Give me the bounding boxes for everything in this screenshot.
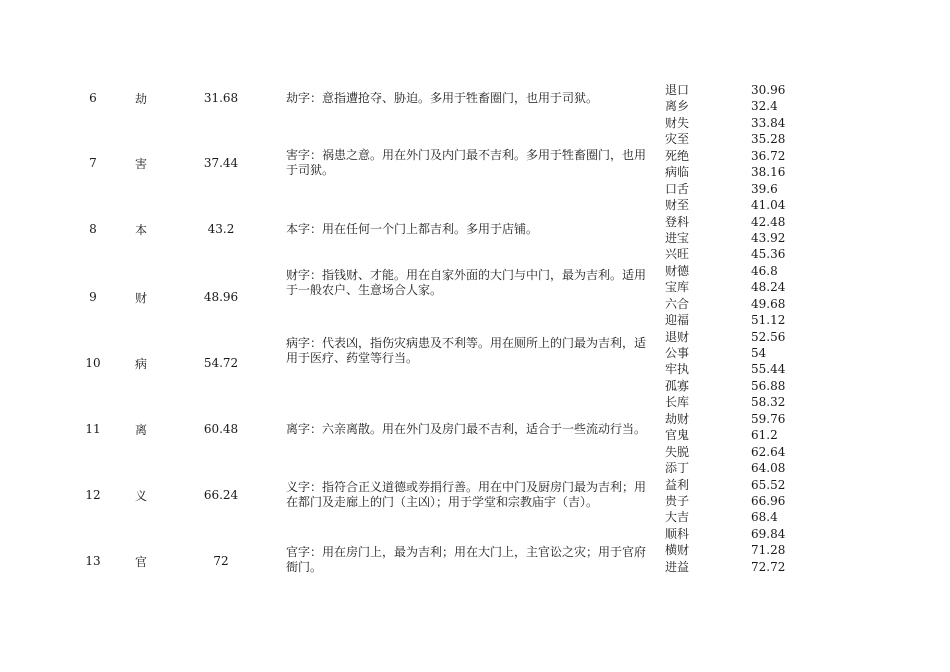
row-character: 本 xyxy=(134,222,147,237)
row-description: 义字：指符合正义道德或券捐行善。用在中门及厨房门最为吉利；用在都门及走廊上的门（主凶）；用于学堂和宗教庙宇（吉）。 xyxy=(286,480,647,509)
list-item-value: 49.68 xyxy=(751,296,786,311)
row-description: 劫字：意指遭抢夺、胁迫。多用于牲畜圈门，也用于司狱。 xyxy=(286,90,599,105)
list-item xyxy=(665,148,795,164)
list-item-value: 71.28 xyxy=(751,543,786,558)
list-item xyxy=(665,164,795,180)
row-value: 54.72 xyxy=(203,356,239,370)
list-item xyxy=(665,378,795,394)
list-item-value: 48.24 xyxy=(751,280,786,295)
list-item xyxy=(665,279,795,295)
list-item-value: 42.48 xyxy=(751,214,786,229)
list-item-value: 72.72 xyxy=(751,559,786,574)
table-row xyxy=(60,82,650,114)
list-item-value: 41.04 xyxy=(751,198,786,213)
list-item-name: 官鬼 xyxy=(665,428,690,443)
row-character: 官 xyxy=(134,554,147,569)
list-item-value: 51.12 xyxy=(751,313,786,328)
table-row xyxy=(60,264,650,330)
list-item xyxy=(665,361,795,377)
row-value: 37.44 xyxy=(203,156,239,170)
list-item-name: 进益 xyxy=(665,559,690,574)
list-item-value: 46.8 xyxy=(751,263,778,278)
row-character: 病 xyxy=(134,356,147,371)
list-item-name: 兴旺 xyxy=(665,247,690,262)
list-item-value: 65.52 xyxy=(751,477,786,492)
list-item-value: 39.6 xyxy=(751,181,778,196)
list-item xyxy=(665,329,795,345)
list-item xyxy=(665,263,795,279)
list-item-value: 69.84 xyxy=(751,526,786,541)
list-item xyxy=(665,427,795,443)
list-item-value: 52.56 xyxy=(751,329,786,344)
list-item-value: 55.44 xyxy=(751,362,786,377)
list-item xyxy=(665,82,795,98)
list-item-name: 横财 xyxy=(665,543,690,558)
list-item-value: 33.84 xyxy=(751,115,786,130)
row-character: 离 xyxy=(134,422,147,437)
list-item-value: 32.4 xyxy=(751,99,778,114)
list-item-name: 进宝 xyxy=(665,230,690,245)
list-item-name: 财至 xyxy=(665,198,690,213)
row-number: 13 xyxy=(85,554,101,568)
list-item-name: 贵子 xyxy=(665,493,690,508)
list-item-name: 迎福 xyxy=(665,313,690,328)
list-item xyxy=(665,246,795,262)
list-item-value: 54 xyxy=(751,346,767,360)
row-value: 48.96 xyxy=(203,290,239,304)
list-item-value: 35.28 xyxy=(751,132,786,147)
row-character: 财 xyxy=(134,290,147,305)
row-number: 7 xyxy=(89,156,97,170)
list-item-name: 牢执 xyxy=(665,362,690,377)
list-item-value: 36.72 xyxy=(751,148,786,163)
list-item xyxy=(665,345,795,361)
list-item-name: 孤寡 xyxy=(665,378,690,393)
row-description: 官字：用在房门上，最为吉利；用在大门上，主官讼之灾；用于官府衙门。 xyxy=(286,544,647,574)
list-item xyxy=(665,394,795,410)
list-item-value: 43.92 xyxy=(751,230,786,245)
list-item-name: 财失 xyxy=(665,115,690,130)
list-item xyxy=(665,411,795,427)
list-item xyxy=(665,230,795,246)
table-row xyxy=(60,212,650,246)
list-item-value: 66.96 xyxy=(751,493,786,508)
list-item-name: 离乡 xyxy=(665,99,690,114)
list-item-value: 38.16 xyxy=(751,165,786,180)
row-description: 本字：用在任何一个门上都吉利。多用于店铺。 xyxy=(286,221,539,236)
list-item-value: 59.76 xyxy=(751,411,786,426)
row-description: 财字：指钱财、才能。用在自家外面的大门与中门，最为吉利。适用于一般农户、生意场合人家。 xyxy=(286,268,647,297)
list-item-name: 添丁 xyxy=(665,461,690,476)
row-number: 10 xyxy=(85,356,101,370)
row-number: 9 xyxy=(89,290,97,304)
list-item-value: 61.2 xyxy=(751,428,778,443)
table-row xyxy=(60,528,650,594)
list-item-name: 劫财 xyxy=(665,411,690,426)
row-value: 72 xyxy=(213,554,229,568)
list-item xyxy=(665,197,795,213)
list-item-value: 58.32 xyxy=(751,395,786,410)
row-character: 劫 xyxy=(134,91,147,106)
list-item xyxy=(665,477,795,493)
list-item xyxy=(665,493,795,509)
list-item-name: 灾至 xyxy=(665,132,690,147)
row-description: 害字：祸患之意。用在外门及内门最不吉利。多用于牲畜圈门，也用于司狱。 xyxy=(286,148,647,177)
row-number: 12 xyxy=(85,488,101,502)
row-character: 害 xyxy=(134,156,147,171)
row-number: 8 xyxy=(89,222,97,236)
list-item xyxy=(665,526,795,542)
list-item-value: 64.08 xyxy=(751,461,786,476)
list-item-name: 口舌 xyxy=(665,181,690,196)
row-character: 义 xyxy=(134,488,147,503)
list-item-value: 30.96 xyxy=(751,83,786,97)
list-item xyxy=(665,559,795,575)
list-item xyxy=(665,444,795,460)
list-item xyxy=(665,296,795,312)
list-item xyxy=(665,542,795,558)
list-item-name: 失脱 xyxy=(665,444,690,459)
row-description: 病字：代表凶，指伤灾病患及不利等。用在厕所上的门最为吉利，适用于医疗、药堂等行当。 xyxy=(286,336,647,365)
list-item xyxy=(665,214,795,230)
row-value: 31.68 xyxy=(203,91,239,105)
list-item-name: 病临 xyxy=(665,165,690,180)
row-value: 60.48 xyxy=(203,422,239,436)
list-item xyxy=(665,509,795,525)
list-item-name: 财德 xyxy=(665,263,690,278)
list-item xyxy=(665,115,795,131)
list-item-name: 登科 xyxy=(665,214,690,229)
list-item-name: 益利 xyxy=(665,477,690,492)
table-row xyxy=(60,114,650,212)
list-item-value: 68.4 xyxy=(751,510,778,525)
list-item-value: 62.64 xyxy=(751,444,786,459)
table-row xyxy=(60,330,650,396)
table-row xyxy=(60,462,650,528)
measurement-list xyxy=(665,82,795,575)
list-item-name: 死绝 xyxy=(665,148,690,163)
list-item xyxy=(665,312,795,328)
row-number: 11 xyxy=(85,422,101,436)
list-item-name: 公事 xyxy=(665,346,690,360)
list-item-name: 顺科 xyxy=(665,526,690,541)
list-item-name: 退财 xyxy=(665,329,690,344)
list-item-name: 六合 xyxy=(665,296,690,311)
list-item xyxy=(665,181,795,197)
list-item xyxy=(665,460,795,476)
row-description: 离字：六亲离散。用在外门及房门最不吉利，适合于一些流动行当。 xyxy=(286,421,647,436)
row-value: 43.2 xyxy=(207,222,235,236)
list-item-name: 退口 xyxy=(665,83,690,97)
table-row xyxy=(60,396,650,462)
list-item-value: 45.36 xyxy=(751,247,786,262)
list-item-value: 56.88 xyxy=(751,378,786,393)
list-item xyxy=(665,98,795,114)
row-value: 66.24 xyxy=(203,488,239,502)
list-item-name: 长库 xyxy=(665,395,690,410)
list-item-name: 大吉 xyxy=(665,510,690,525)
list-item-name: 宝库 xyxy=(665,280,690,295)
row-number: 6 xyxy=(89,91,97,105)
list-item xyxy=(665,131,795,147)
